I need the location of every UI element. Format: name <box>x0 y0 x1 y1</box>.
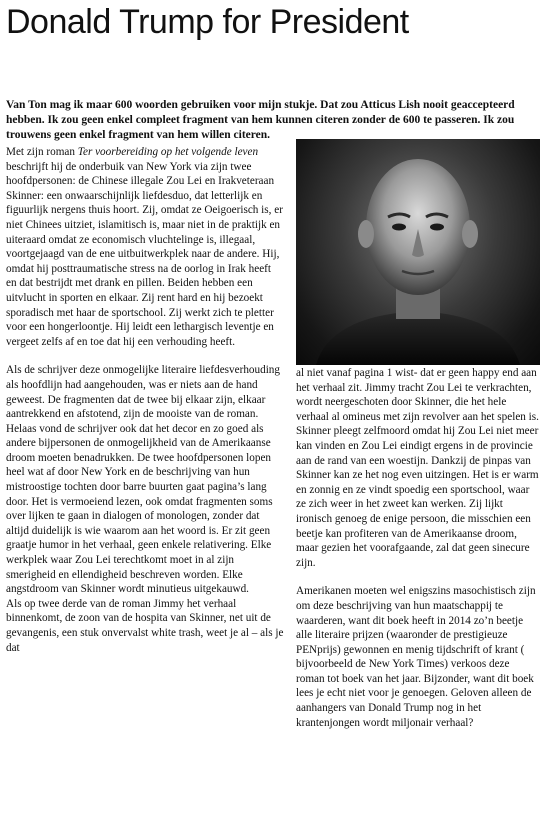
author-portrait-image <box>296 139 540 365</box>
left-column <box>6 145 284 655</box>
article-intro: Van Ton mag ik maar 600 woorden gebruiken voor mijn stukje. Dat zou Atticus Lish nooit geaccepteerd hebben. Ik zou geen enkel compleet fragment van hem kunnen citeren zonder de 600 te passeren. Ik zou trouwens geen enkel fragment van hem willen citeren. <box>6 99 515 141</box>
paragraph-2: Als de schrijver deze onmogelijke literaire liefdesverhouding als hoofdlijn had aangehouden, was er niets aan de hand geweest. De fragmenten dat de twee bij elkaar zijn, elkaar aantrekkend en afstotend, zijn de mooiste van de roman. Helaas vond de schrijver ook dat het decor en zo goed als andere bijpersonen de onmogelijkheid van de Amerikaanse droom moeten benadrukken. De twee hoofdpersonen lopen heel wat af door New York en de beschrijving van hun mistroostige tochten door barre buurten gaat pagina’s lang door. Het is vermoeiend lezen, ook omdat fragmenten soms over lijken te gaan in dialogen of monologen, zonder dat altijd duidelijk is wie waarom aan het woord is. Er zit geen graatje humor in het verhaal, geen enkele relativering. Elke werkplek waar Zou Lei terechtkomt moet in al zijn smerigheid en ellendigheid beschreven worden. Elke angstdroom van Skinner wordt minutieus uitgekauwd. <box>6 364 280 596</box>
author-photo <box>296 139 540 365</box>
paragraph-1-body: beschrijft hij de onderbuik van New York via zijn twee hoofdpersonen: de Chinese illegale Zou Lei en Irakveteraan Skinner: een onwaarschijnlijk liefdesduo, dat letterlijk en figuurlijk nergens thuis hoort. Zij, omdat ze Oeigoerisch is, er niet Chinees uitziet, islamitisch is, maar niet in de praktijk en uiteraard omdat ze economisch vluchtelinge is, illegaal, voortgejaagd van de ene uitbuitwerkplek naar de andere. Hij, omdat hij posttraumatische stress na de oorlog in Irak heeft en dat bestrijdt met drank en pillen. Beiden hebben een uitvlucht in sporten en elkaar. Zij rent hard en hij bezoekt sporadisch met haar de sportschool. Zij werkt zich te pletter voor een hongerloontje. Hij leidt een lethargisch leventje en vergeet zelfs af en toe dat hij een verhouding heeft. <box>6 160 283 348</box>
article-headline: Donald Trump for President <box>6 3 409 41</box>
paragraph-1 <box>6 145 284 349</box>
right-column <box>296 366 540 730</box>
paragraph-4: Amerikanen moeten wel enigszins masochistisch zijn om deze beschrijving van hun maatschappij te waarderen, want dit boek heeft in 2014 zo’n beetje alle literaire prijzen (waaronder de prestigieuze PENprijs) gewonnen en menig tijdschrift of krant ( bijvoorbeeld de New York Times) verkoos deze roman tot boek van het jaar. Bijzonder, want dit boek lees je echt niet voor je genoegen. Geloven alleen de aanhangers van Donald Trump nog in het krantenjongen wordt miljonair verhaal? <box>296 585 536 729</box>
paragraph-3-start: Als op twee derde van de roman Jimmy het verhaal binnenkomt, de zoon van de hospita van Skinner, net uit de gevangenis, een stuk onvervalst white trash, weet je al – als je dat <box>6 597 284 654</box>
paragraph-1-prefix: Met zijn roman <box>6 146 78 158</box>
book-title: Ter voorbereiding op het volgende leven <box>77 146 259 158</box>
paragraph-3-continued: al niet vanaf pagina 1 wist- dat er geen happy end aan het verhaal zit. Jimmy tracht Zou Lei te verkrachten, wordt neergeschoten door Skinner, die het hele verhaal al ominеus met zijn revolver aan het spelen is. Skinner pleegt zelfmoord omdat hij Zou Lei niet meer kan vinden en Zou Lei eindigt ergens in de provincie aan de rand van een woestijn. Dankzij de pinpas van Skinner kan ze het nog even uitzingen. Het is er warm en zonnig en ze vindt spoedig een sportschool, waar ze zich weer in het zweet kan werken. Zij lijkt ironisch genoeg de enige persoon, die misschien een beetje kan profiteren van de Amerikaanse droom, maar gezien het voorafgaande, zal dat geen sinecure zijn. <box>296 367 539 569</box>
